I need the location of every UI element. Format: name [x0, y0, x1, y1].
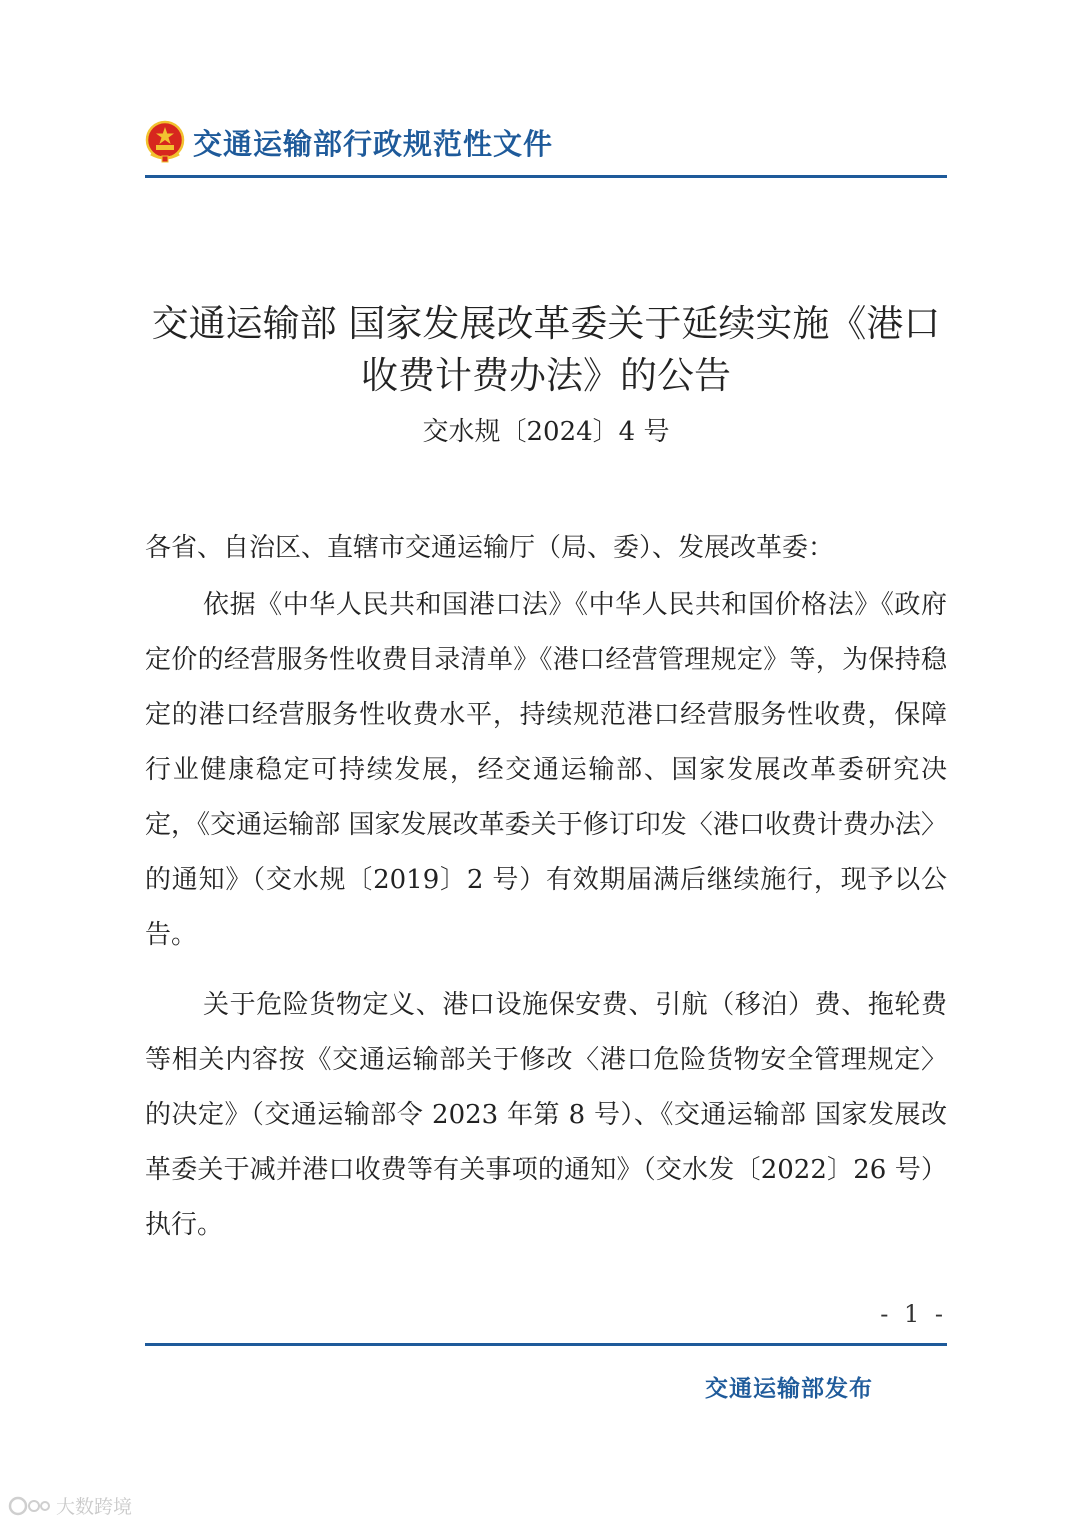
watermark	[8, 1492, 132, 1519]
document-number: 交水规〔2024〕4 号	[422, 417, 670, 447]
footer-divider	[145, 1343, 947, 1346]
page-number: - 1 -	[880, 1300, 947, 1328]
document-header	[145, 112, 947, 172]
watermark-text: 大数跨境	[56, 1496, 133, 1518]
national-emblem-icon	[145, 120, 185, 164]
addressee: 各省、自治区、直辖市交通运输厅（局、委）、发展改革委：	[145, 533, 835, 563]
header-divider	[145, 175, 947, 178]
document-title: 交通运输部 国家发展改革委关于延续实施《港口收费计费办法》的公告	[151, 302, 941, 397]
header-title: 交通运输部行政规范性文件	[193, 126, 554, 161]
publisher-label: 交通运输部发布	[705, 1376, 873, 1402]
body-paragraph: 依据《中华人民共和国港口法》《中华人民共和国价格法》《政府定价的经营服务性收费目录清单》《港口经营管理规定》等，为保持稳定的港口经营服务性收费水平，持续规范港口经营服务性收费，保障行业健康稳定可持续发展，经交通运输部、国家发展改革委研究决定，《交通运输部 国家发展改革委关于修订印发〈港口收费计费办法〉的通知》（交水规〔2019〕2 号）有效期届满后继续施行，现予以公告。	[145, 590, 947, 950]
body-paragraph: 关于危险货物定义、港口设施保安费、引航（移泊）费、拖轮费等相关内容按《交通运输部关于修改〈港口危险货物安全管理规定〉的决定》（交通运输部令 2023 年第 8 号）、《交通运输部 国家发展改革委关于减并港口收费等有关事项的通知》（交水发〔2022〕26 号）执行。	[145, 990, 947, 1240]
watermark-logo-icon	[8, 1494, 52, 1518]
